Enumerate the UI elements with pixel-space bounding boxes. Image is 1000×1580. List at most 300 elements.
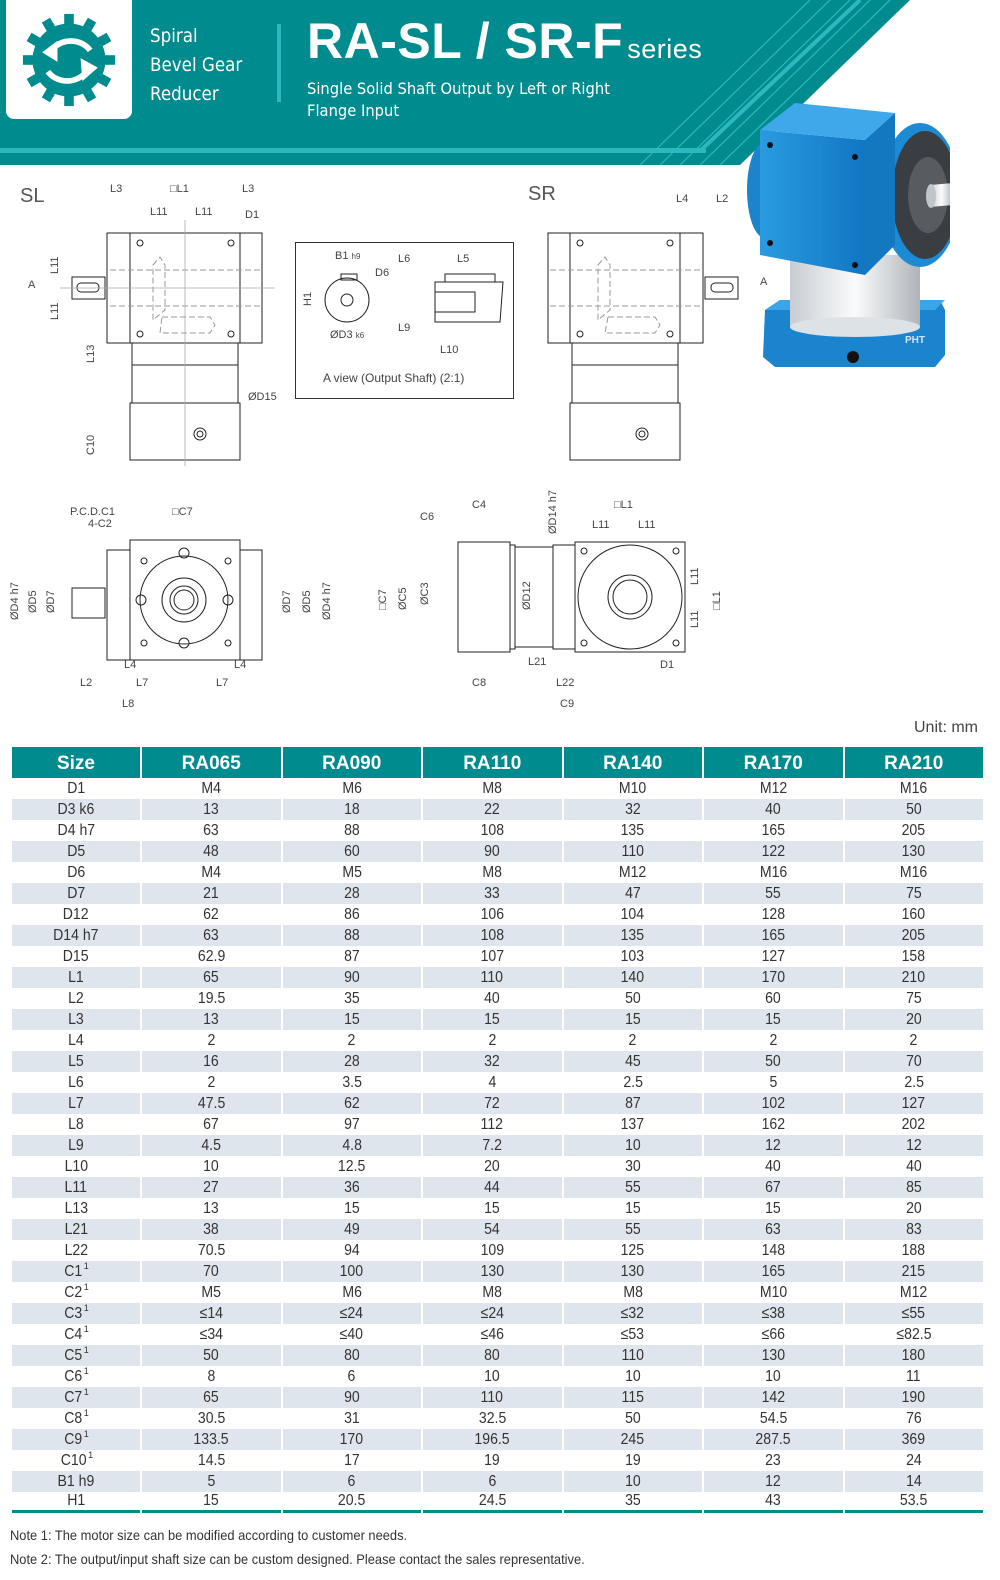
table-cell: 62.9 <box>142 946 281 967</box>
svg-text:ØD12: ØD12 <box>521 581 533 610</box>
svg-text:C8: C8 <box>472 677 487 689</box>
table-cell: 158 <box>845 946 984 967</box>
table-cell: 28 <box>283 1051 422 1072</box>
table-cell: M4 <box>142 778 281 799</box>
table-cell: 44 <box>423 1177 562 1198</box>
table-cell: 24 <box>845 1450 984 1471</box>
svg-text:L4: L4 <box>124 659 137 671</box>
table-cell: 70 <box>142 1261 281 1282</box>
svg-text:ØD5: ØD5 <box>27 590 39 613</box>
row-label: L2 <box>12 988 140 1009</box>
table-cell: 60 <box>283 841 422 862</box>
table-cell: 4.8 <box>283 1135 422 1156</box>
table-row <box>12 946 983 967</box>
svg-text:L5: L5 <box>457 253 470 265</box>
table-row <box>12 1429 983 1450</box>
table-cell: 24.5 <box>423 1492 562 1513</box>
gear-refresh-icon <box>20 12 118 108</box>
sr-label: SR <box>528 183 556 205</box>
table-cell: 55 <box>564 1177 703 1198</box>
table-cell: 15 <box>704 1198 843 1219</box>
table-cell: 27 <box>142 1177 281 1198</box>
table-cell: 19 <box>423 1450 562 1471</box>
svg-text:L7: L7 <box>136 677 149 689</box>
svg-text:C10: C10 <box>85 434 97 455</box>
col-header: RA065 <box>142 747 281 778</box>
table-cell: 90 <box>283 967 422 988</box>
table-cell: 35 <box>283 988 422 1009</box>
table-cell: 16 <box>142 1051 281 1072</box>
table-row <box>12 925 983 946</box>
table-cell: 190 <box>845 1387 984 1408</box>
table-cell: 15 <box>283 1198 422 1219</box>
svg-text:C6: C6 <box>420 511 435 523</box>
table-row <box>12 1240 983 1261</box>
table-cell: 188 <box>845 1240 984 1261</box>
table-cell: 110 <box>423 1387 562 1408</box>
table-cell: 196.5 <box>423 1429 562 1450</box>
svg-text:4-C2: 4-C2 <box>88 518 112 530</box>
table-cell: 54 <box>423 1219 562 1240</box>
table-cell: 94 <box>283 1240 422 1261</box>
table-cell: 2.5 <box>845 1072 984 1093</box>
table-row <box>12 1114 983 1135</box>
table-cell: 210 <box>845 967 984 988</box>
table-cell: 2 <box>423 1030 562 1051</box>
table-cell: 20 <box>845 1198 984 1219</box>
row-label: D5 <box>12 841 140 862</box>
table-row <box>12 841 983 862</box>
table-row <box>12 1219 983 1240</box>
table-cell: 10 <box>564 1135 703 1156</box>
row-label: D15 <box>12 946 140 967</box>
svg-text:ØD7: ØD7 <box>281 590 293 613</box>
table-cell: 85 <box>845 1177 984 1198</box>
table-cell: ≤66 <box>704 1324 843 1345</box>
table-cell: 108 <box>423 820 562 841</box>
table-cell: 102 <box>704 1093 843 1114</box>
row-label: D1 <box>12 778 140 799</box>
table-cell: 30.5 <box>142 1408 281 1429</box>
a-view-drawing <box>295 242 515 400</box>
table-cell: 12.5 <box>283 1156 422 1177</box>
svg-text:L8: L8 <box>122 698 135 710</box>
svg-text:C9: C9 <box>560 698 575 710</box>
table-cell: 130 <box>423 1261 562 1282</box>
svg-text:D6: D6 <box>375 267 390 279</box>
table-cell: ≤14 <box>142 1303 281 1324</box>
table-cell: 30 <box>564 1156 703 1177</box>
row-label: L9 <box>12 1135 140 1156</box>
table-cell: 70.5 <box>142 1240 281 1261</box>
table-cell: 63 <box>142 925 281 946</box>
table-cell: 5 <box>704 1072 843 1093</box>
table-cell: 130 <box>704 1345 843 1366</box>
table-cell: 148 <box>704 1240 843 1261</box>
svg-text:ØC3: ØC3 <box>419 582 431 605</box>
svg-text:L11: L11 <box>689 567 701 585</box>
table-cell: 165 <box>704 1261 843 1282</box>
row-label: L22 <box>12 1240 140 1261</box>
table-cell: 2 <box>142 1072 281 1093</box>
row-label: $C4^1$ <box>12 1324 140 1345</box>
table-cell: 10 <box>423 1366 562 1387</box>
table-header-row <box>12 747 983 778</box>
table-cell: 122 <box>704 841 843 862</box>
svg-text:A: A <box>28 279 36 291</box>
row-label: L13 <box>12 1198 140 1219</box>
table-cell: ≤55 <box>845 1303 984 1324</box>
svg-text:L11: L11 <box>49 256 61 274</box>
table-cell: 130 <box>845 841 984 862</box>
table-cell: M8 <box>423 862 562 883</box>
table-cell: 48 <box>142 841 281 862</box>
sl-label: SL <box>20 185 45 207</box>
svg-text:L3: L3 <box>110 183 123 195</box>
row-label: $C5^1$ <box>12 1345 140 1366</box>
table-cell: 22 <box>423 799 562 820</box>
table-cell: M16 <box>704 862 843 883</box>
svg-text:□L1: □L1 <box>614 499 633 511</box>
table-cell: 19.5 <box>142 988 281 1009</box>
table-cell: 8 <box>142 1366 281 1387</box>
table-cell: 15 <box>283 1009 422 1030</box>
row-label: L4 <box>12 1030 140 1051</box>
table-cell: 90 <box>423 841 562 862</box>
table-cell: 32 <box>564 799 703 820</box>
table-cell: 245 <box>564 1429 703 1450</box>
svg-text:ØD5: ØD5 <box>301 590 313 613</box>
table-cell: 112 <box>423 1114 562 1135</box>
table-cell: 13 <box>142 1009 281 1030</box>
table-row <box>12 1093 983 1114</box>
table-cell: 17 <box>283 1450 422 1471</box>
series-suffix: series <box>627 34 703 64</box>
svg-text:□L1: □L1 <box>170 183 189 195</box>
svg-text:ØD14 h7: ØD14 h7 <box>547 490 559 534</box>
table-row <box>12 1030 983 1051</box>
table-cell: M10 <box>704 1282 843 1303</box>
table-cell: 45 <box>564 1051 703 1072</box>
table-row <box>12 862 983 883</box>
table-cell: M8 <box>423 778 562 799</box>
table-cell: 5 <box>142 1471 281 1492</box>
table-cell: M8 <box>564 1282 703 1303</box>
table-cell: 62 <box>142 904 281 925</box>
category-label: Spiral Bevel Gear Reducer <box>150 25 243 105</box>
table-cell: ≤46 <box>423 1324 562 1345</box>
svg-text:D1: D1 <box>660 659 675 671</box>
table-cell: 55 <box>564 1219 703 1240</box>
table-row <box>12 1450 983 1471</box>
row-label: B1 h9 <box>12 1471 140 1492</box>
svg-text:L2: L2 <box>716 193 729 205</box>
table-cell: 104 <box>564 904 703 925</box>
table-cell: 13 <box>142 799 281 820</box>
table-cell: M5 <box>142 1282 281 1303</box>
table-cell: M16 <box>845 778 984 799</box>
table-cell: 133.5 <box>142 1429 281 1450</box>
row-label: L10 <box>12 1156 140 1177</box>
table-cell: 135 <box>564 925 703 946</box>
col-header: RA170 <box>704 747 843 778</box>
svg-text:□C7: □C7 <box>172 506 193 518</box>
table-cell: 2.5 <box>564 1072 703 1093</box>
table-cell: 62 <box>283 1093 422 1114</box>
table-cell: 170 <box>283 1429 422 1450</box>
table-cell: 40 <box>704 1156 843 1177</box>
note-2: Note 2: The output/input shaft size can be custom designed. Please contact the sales representative. <box>10 1551 585 1567</box>
table-cell: M12 <box>564 862 703 883</box>
table-cell: 38 <box>142 1219 281 1240</box>
table-cell: 50 <box>564 1408 703 1429</box>
table-cell: 36 <box>283 1177 422 1198</box>
table-cell: 103 <box>564 946 703 967</box>
svg-text:ØD3 k6: ØD3 k6 <box>330 329 365 341</box>
table-cell: 2 <box>845 1030 984 1051</box>
table-cell: 137 <box>564 1114 703 1135</box>
table-cell: 35 <box>564 1492 703 1513</box>
table-cell: 80 <box>283 1345 422 1366</box>
table-row <box>12 1051 983 1072</box>
table-cell: 14 <box>845 1471 984 1492</box>
side-view-drawing <box>370 490 730 715</box>
table-cell: 130 <box>564 1261 703 1282</box>
table-cell: M12 <box>845 1282 984 1303</box>
table-cell: 67 <box>142 1114 281 1135</box>
table-row <box>12 967 983 988</box>
table-cell: 67 <box>704 1177 843 1198</box>
sr-drawing <box>520 170 770 470</box>
svg-text:L6: L6 <box>398 253 411 265</box>
table-cell: 135 <box>564 820 703 841</box>
table-row <box>12 904 983 925</box>
svg-text:ØD7: ØD7 <box>45 590 57 613</box>
table-cell: 115 <box>564 1387 703 1408</box>
table-cell: 97 <box>283 1114 422 1135</box>
sl-drawing <box>0 170 300 470</box>
table-cell: 3.5 <box>283 1072 422 1093</box>
table-cell: 31 <box>283 1408 422 1429</box>
table-cell: 55 <box>704 883 843 904</box>
table-cell: 110 <box>564 1345 703 1366</box>
svg-text:P.C.D.C1: P.C.D.C1 <box>70 506 116 518</box>
table-cell: 127 <box>704 946 843 967</box>
table-cell: 87 <box>283 946 422 967</box>
table-row <box>12 1408 983 1429</box>
table-row <box>12 1009 983 1030</box>
table-cell: 15 <box>704 1009 843 1030</box>
table-cell: 33 <box>423 883 562 904</box>
row-label: L21 <box>12 1219 140 1240</box>
table-cell: 110 <box>564 841 703 862</box>
table-cell: 65 <box>142 967 281 988</box>
table-row <box>12 799 983 820</box>
table-cell: 76 <box>845 1408 984 1429</box>
header-divider <box>277 24 281 102</box>
svg-text:L10: L10 <box>440 344 459 356</box>
table-cell: 12 <box>845 1135 984 1156</box>
row-label: $C8^1$ <box>12 1408 140 1429</box>
col-header: RA140 <box>564 747 703 778</box>
table-cell: 60 <box>704 988 843 1009</box>
table-cell: 70 <box>845 1051 984 1072</box>
table-cell: M6 <box>283 778 422 799</box>
table-cell: 21 <box>142 883 281 904</box>
col-header: RA090 <box>283 747 422 778</box>
table-body <box>12 778 983 1513</box>
table-cell: 11 <box>845 1366 984 1387</box>
table-cell: 65 <box>142 1387 281 1408</box>
svg-text:L13: L13 <box>85 344 97 363</box>
svg-text:A: A <box>760 276 768 288</box>
table-cell: 20.5 <box>283 1492 422 1513</box>
col-header: Size <box>12 747 140 778</box>
svg-text:ØD4 h7: ØD4 h7 <box>321 582 333 620</box>
table-row <box>12 1492 983 1513</box>
footnotes <box>10 1523 635 1571</box>
svg-text:L3: L3 <box>242 183 255 195</box>
table-cell: ≤82.5 <box>845 1324 984 1345</box>
table-cell: M16 <box>845 862 984 883</box>
table-cell: 75 <box>845 988 984 1009</box>
page-title: RA-SL / SR-F series <box>307 13 703 69</box>
table-cell: 287.5 <box>704 1429 843 1450</box>
note-1: Note 1: The motor size can be modified according to customer needs. <box>10 1527 408 1543</box>
table-cell: 88 <box>283 925 422 946</box>
table-cell: 109 <box>423 1240 562 1261</box>
table-cell: 83 <box>845 1219 984 1240</box>
svg-text:L11: L11 <box>150 206 168 218</box>
table-cell: 180 <box>845 1345 984 1366</box>
unit-label: Unit: mm <box>914 719 978 736</box>
table-cell: 2 <box>564 1030 703 1051</box>
table-cell: 40 <box>423 988 562 1009</box>
row-label: L11 <box>12 1177 140 1198</box>
svg-text:L9: L9 <box>398 322 411 334</box>
table-cell: M6 <box>283 1282 422 1303</box>
svg-text:L11: L11 <box>49 302 61 320</box>
table-cell: 10 <box>564 1366 703 1387</box>
table-cell: 23 <box>704 1450 843 1471</box>
table-cell: 86 <box>283 904 422 925</box>
table-cell: 140 <box>564 967 703 988</box>
row-label: L7 <box>12 1093 140 1114</box>
table-cell: 75 <box>845 883 984 904</box>
table-cell: 63 <box>704 1219 843 1240</box>
svg-text:H1: H1 <box>302 291 314 306</box>
table-row <box>12 1261 983 1282</box>
row-label: L3 <box>12 1009 140 1030</box>
svg-text:L4: L4 <box>676 193 689 205</box>
table-row <box>12 1198 983 1219</box>
table-cell: 100 <box>283 1261 422 1282</box>
table-cell: 12 <box>704 1471 843 1492</box>
table-row <box>12 988 983 1009</box>
table-cell: 12 <box>704 1135 843 1156</box>
table-cell: 160 <box>845 904 984 925</box>
table-cell: 6 <box>283 1366 422 1387</box>
table-cell: 110 <box>423 967 562 988</box>
table-cell: 15 <box>423 1009 562 1030</box>
row-label: C10 $^1$ <box>12 1450 140 1471</box>
svg-text:PHT: PHT <box>905 335 925 346</box>
table-row <box>12 1324 983 1345</box>
table-cell: 18 <box>283 799 422 820</box>
row-label: L1 <box>12 967 140 988</box>
row-label: D6 <box>12 862 140 883</box>
table-cell: 63 <box>142 820 281 841</box>
table-cell: 107 <box>423 946 562 967</box>
row-label: $C9^1$ <box>12 1429 140 1450</box>
table-cell: 2 <box>283 1030 422 1051</box>
table-row <box>12 1471 983 1492</box>
table-cell: M10 <box>564 778 703 799</box>
table-cell: 127 <box>845 1093 984 1114</box>
table-cell: ≤24 <box>283 1303 422 1324</box>
table-cell: ≤40 <box>283 1324 422 1345</box>
table-cell: 108 <box>423 925 562 946</box>
table-row <box>12 778 983 799</box>
table-cell: 15 <box>142 1492 281 1513</box>
svg-text:L2: L2 <box>80 677 93 689</box>
table-row <box>12 1156 983 1177</box>
table-cell: 47 <box>564 883 703 904</box>
table-row <box>12 820 983 841</box>
table-cell: 53.5 <box>845 1492 984 1513</box>
row-label: D4 h7 <box>12 820 140 841</box>
table-cell: 19 <box>564 1450 703 1471</box>
table-cell: 47.5 <box>142 1093 281 1114</box>
col-header: RA110 <box>423 747 562 778</box>
table-cell: 202 <box>845 1114 984 1135</box>
table-cell: 369 <box>845 1429 984 1450</box>
table-cell: 10 <box>704 1366 843 1387</box>
table-row <box>12 1072 983 1093</box>
table-cell: 128 <box>704 904 843 925</box>
table-cell: 2 <box>142 1030 281 1051</box>
table-cell: 162 <box>704 1114 843 1135</box>
svg-text:□L1: □L1 <box>711 591 723 610</box>
table-cell: 50 <box>704 1051 843 1072</box>
row-label: L8 <box>12 1114 140 1135</box>
table-cell: 15 <box>564 1198 703 1219</box>
svg-text:L4: L4 <box>234 659 247 671</box>
svg-text:D1: D1 <box>245 209 260 221</box>
table-cell: ≤32 <box>564 1303 703 1324</box>
table-cell: 20 <box>845 1009 984 1030</box>
table-cell: 54.5 <box>704 1408 843 1429</box>
spec-table <box>10 747 985 1513</box>
svg-text:L11: L11 <box>638 519 656 531</box>
svg-text:□C7: □C7 <box>377 589 389 610</box>
table-cell: 50 <box>845 799 984 820</box>
svg-text:L11: L11 <box>689 610 701 628</box>
table-cell: 72 <box>423 1093 562 1114</box>
svg-text:L11: L11 <box>592 519 610 531</box>
row-label: $C2^1$ <box>12 1282 140 1303</box>
table-cell: ≤34 <box>142 1324 281 1345</box>
table-cell: 170 <box>704 967 843 988</box>
svg-text:ØD4 h7: ØD4 h7 <box>9 582 21 620</box>
a-view-caption: A view (Output Shaft) (2:1) <box>323 371 465 385</box>
row-label: L6 <box>12 1072 140 1093</box>
table-cell: 205 <box>845 925 984 946</box>
table-cell: 80 <box>423 1345 562 1366</box>
table-cell: 6 <box>283 1471 422 1492</box>
table-cell: 165 <box>704 820 843 841</box>
table-cell: 4.5 <box>142 1135 281 1156</box>
